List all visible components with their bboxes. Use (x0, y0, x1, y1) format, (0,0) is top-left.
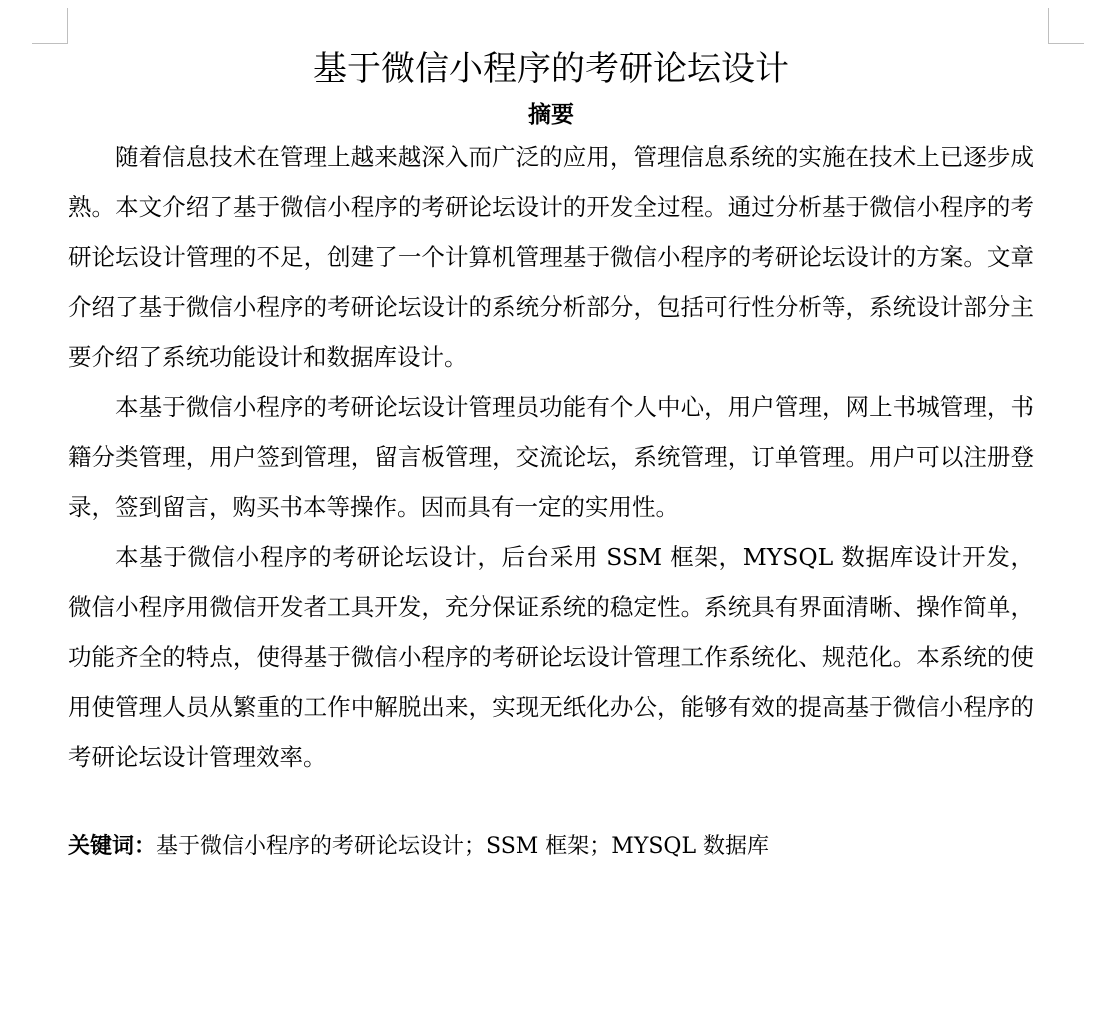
keywords-label: 关键词： (68, 833, 157, 859)
page-corner-marker-top-right (1048, 8, 1084, 44)
keywords-line (68, 830, 1034, 863)
abstract-heading: 摘要 (528, 102, 574, 128)
abstract-paragraph-3: 本基于微信小程序的考研论坛设计，后台采用 SSM 框架，MYSQL 数据库设计开发，微信小程序用微信开发者工具开发，充分保证系统的稳定性。系统具有界面清晰、操作简单，功能齐全的特点，使得基于微信小程序的考研论坛设计管理工作系统化、规范化。本系统的使用使管理人员从繁重的工作中解脱出来，实现无纸化办公，能够有效的提高基于微信小程序的考研论坛设计管理效率。 (68, 543, 1034, 771)
document-title: 基于微信小程序的考研论坛设计 (313, 49, 789, 89)
keywords-text: 基于微信小程序的考研论坛设计；SSM 框架；MYSQL 数据库 (156, 834, 770, 859)
abstract-paragraph-1: 随着信息技术在管理上越来越深入而广泛的应用，管理信息系统的实施在技术上已逐步成熟。本文介绍了基于微信小程序的考研论坛设计的开发全过程。通过分析基于微信小程序的考研论坛设计管理的不足，创建了一个计算机管理基于微信小程序的考研论坛设计的方案。文章介绍了基于微信小程序的考研论坛设计的系统分析部分，包括可行性分析等，系统设计部分主要介绍了系统功能设计和数据库设计。 (68, 143, 1034, 371)
abstract-paragraph-2: 本基于微信小程序的考研论坛设计管理员功能有个人中心，用户管理，网上书城管理，书籍分类管理，用户签到管理，留言板管理，交流论坛，系统管理，订单管理。用户可以注册登录，签到留言，购买书本等操作。因而具有一定的实用性。 (68, 393, 1034, 521)
document-page (68, 44, 1034, 863)
page-corner-marker-top-left (32, 8, 68, 44)
